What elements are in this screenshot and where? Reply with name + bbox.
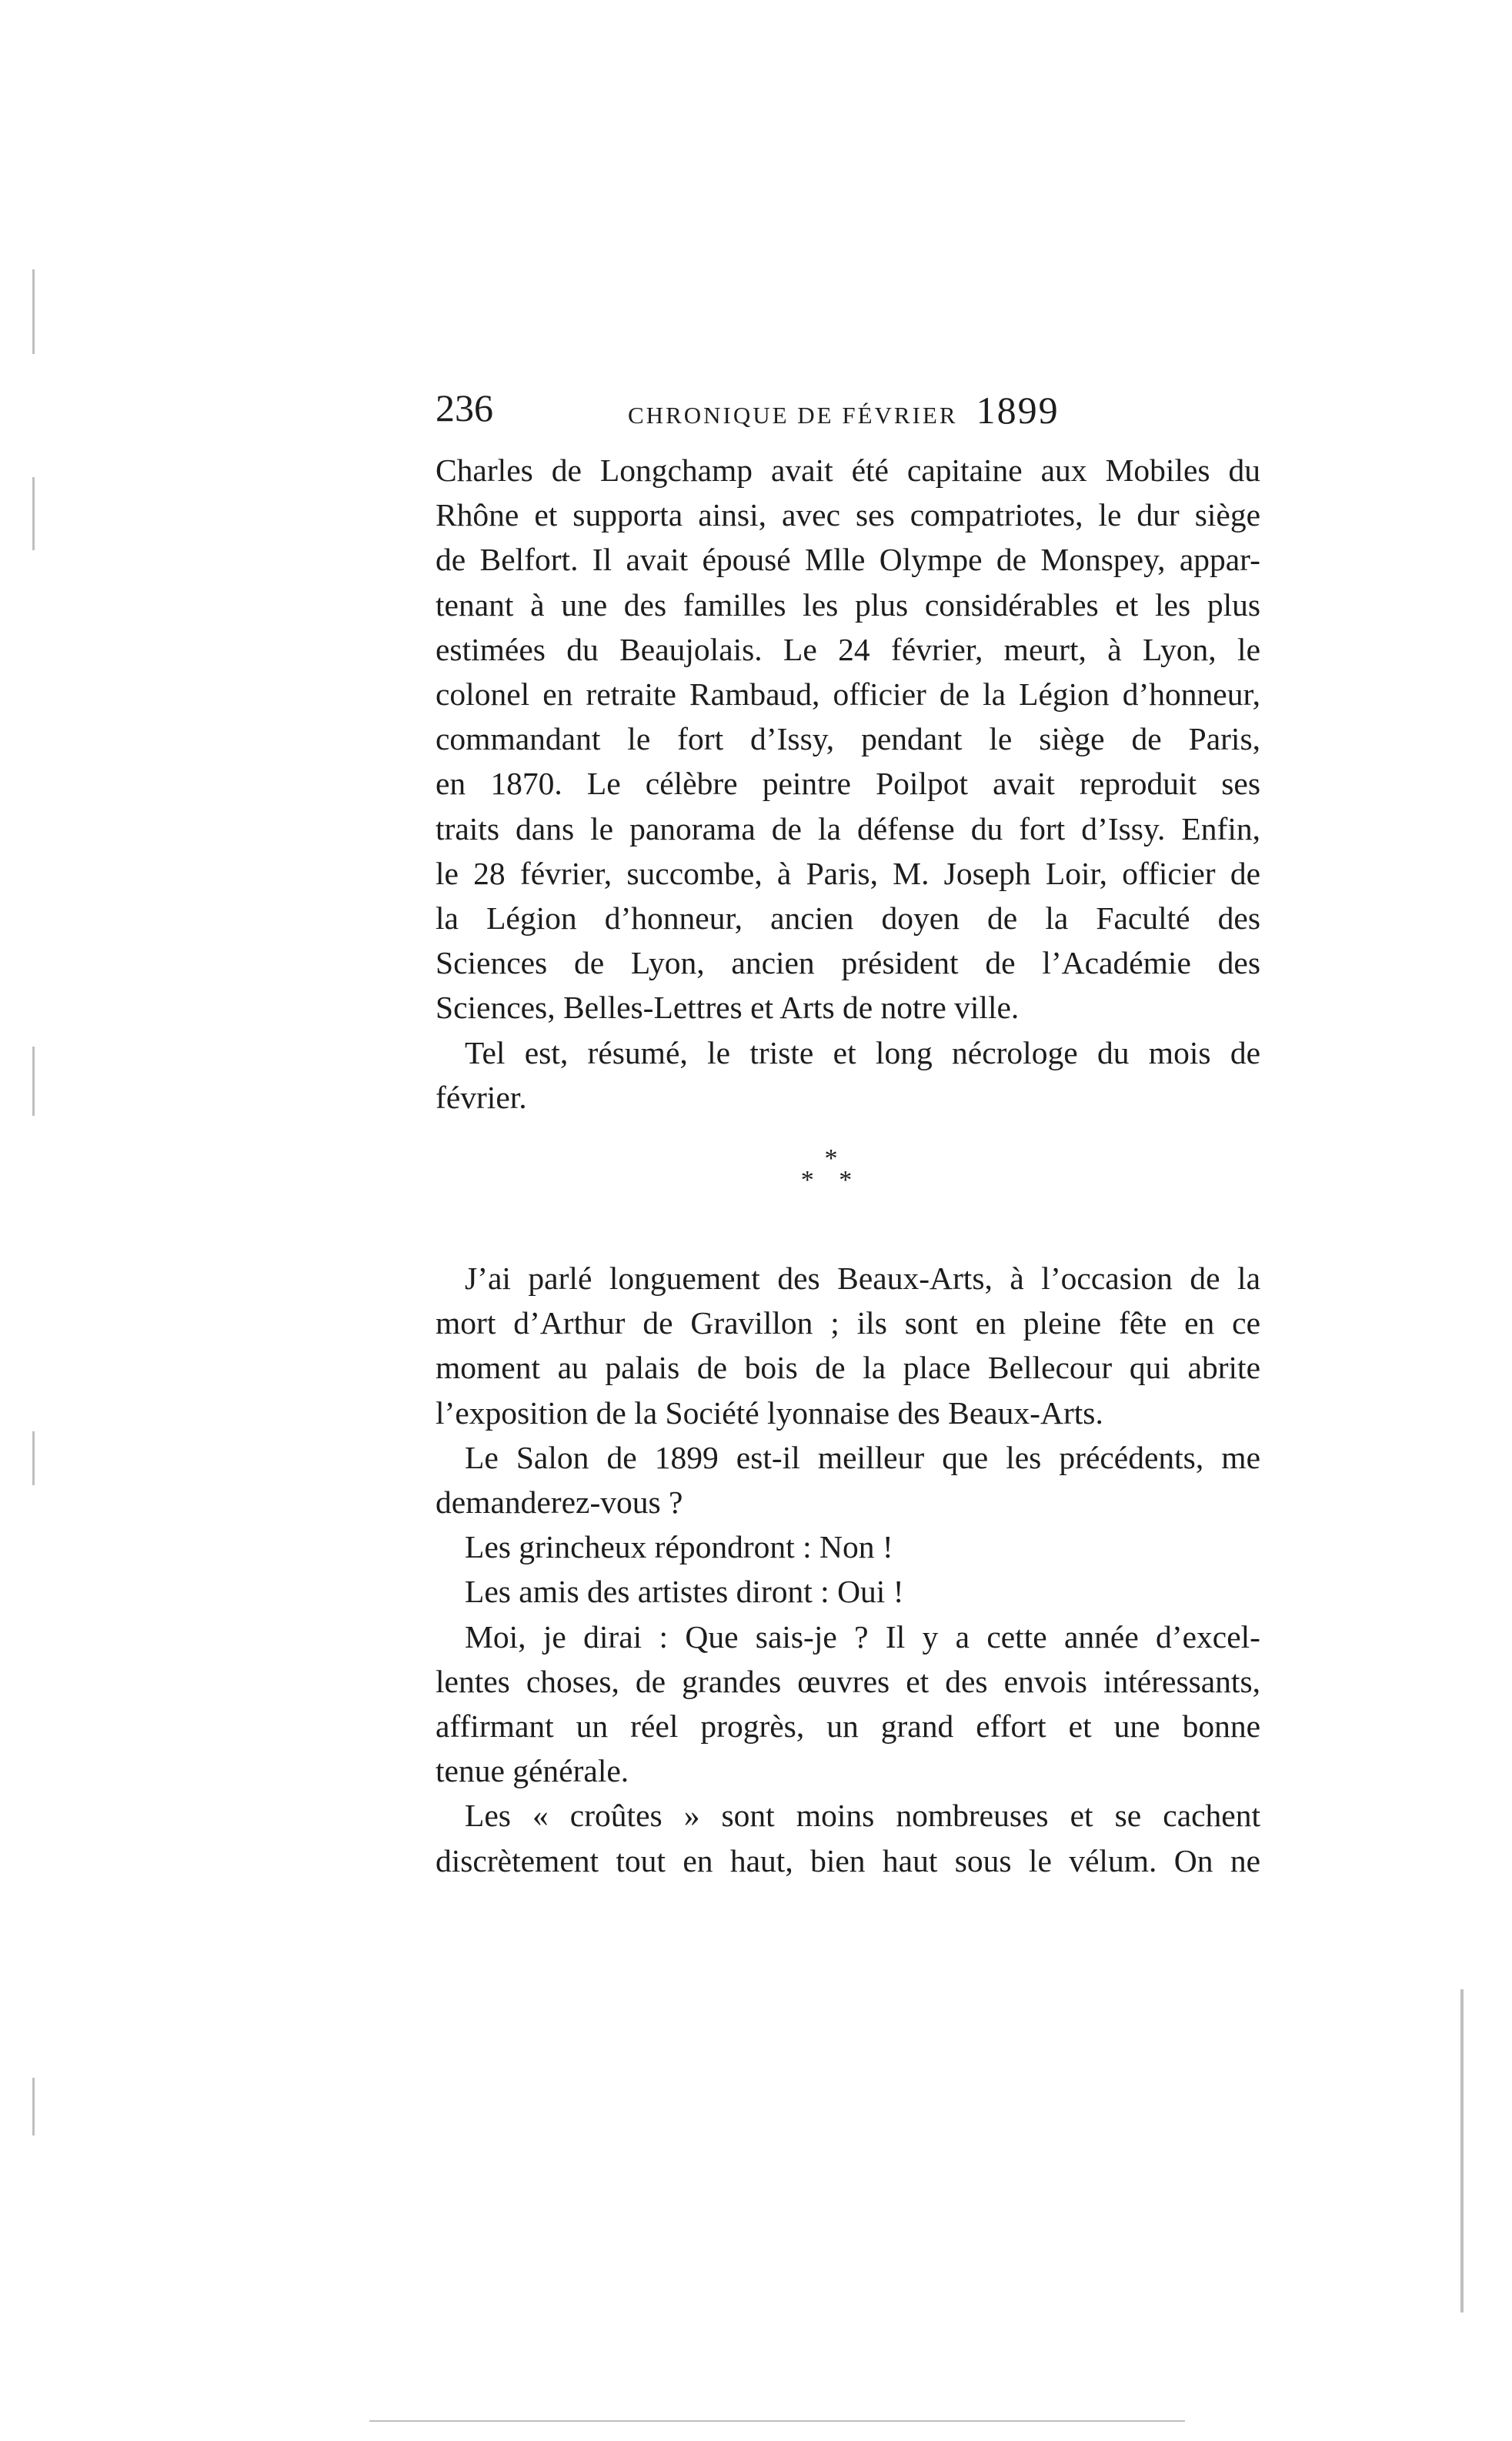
text-line: estimées du Beaujolais. Le 24 février, meurt, à Lyon, le	[436, 631, 1260, 667]
text-line: demanderez-vous ?	[436, 1484, 683, 1521]
text-line: Les amis des artistes diront : Oui !	[465, 1574, 904, 1610]
text-line: tenant à une des familles les plus considérables et les plus	[436, 586, 1260, 623]
text-line: colonel en retraite Rambaud, officier de la Légion d’honneur,	[436, 676, 1260, 713]
text-line: J’ai parlé longuement des Beaux-Arts, à l’occasion de la	[465, 1261, 1260, 1296]
paragraph-obituaries	[436, 448, 1260, 1030]
running-head	[628, 391, 1060, 435]
text-line: traits dans le panorama de la défense du fort d’Issy. Enfin,	[436, 810, 1260, 847]
text-line: mort d’Arthur de Gravillon ; ils sont en pleine fête en ce	[436, 1305, 1260, 1341]
text-block-upper	[436, 448, 1260, 1120]
paragraph-beaux-arts	[436, 1256, 1260, 1435]
text-line: lentes choses, de grandes œuvres et des envois intéressants,	[436, 1663, 1260, 1699]
text-line: tenue générale.	[436, 1753, 629, 1789]
text-line: Moi, je dirai : Que sais-je ? Il y a cette année d’excel-	[465, 1618, 1260, 1655]
separator-stars-bottom: * *	[800, 1166, 862, 1194]
separator-star-top: *	[824, 1144, 838, 1173]
left-margin-scan-mark-4	[32, 1431, 35, 1485]
text-line: l’exposition de la Société lyonnaise des Beaux-Arts.	[436, 1394, 1103, 1431]
left-margin-scan-mark-3	[32, 1047, 35, 1116]
page-header	[436, 385, 1260, 439]
text-line: Les grincheux répondront : Non !	[465, 1529, 893, 1565]
text-line: affirmant un réel progrès, un grand effort et une bonne	[436, 1708, 1260, 1745]
left-margin-scan-mark-1	[32, 269, 35, 354]
bottom-scan-mark	[369, 2420, 1185, 2422]
paragraph-author-opinion	[436, 1615, 1260, 1794]
text-line: de Belfort. Il avait épousé Mlle Olympe de Monspey, appar-	[436, 542, 1260, 578]
paragraph-croutes	[436, 1793, 1260, 1882]
left-margin-scan-mark-5	[32, 2078, 35, 2135]
text-line: Les « croûtes » sont moins nombreuses et se cachent	[465, 1798, 1260, 1834]
text-line: Tel est, résumé, le triste et long nécrologe du mois de	[465, 1034, 1260, 1070]
page-number: 236	[436, 386, 493, 429]
text-line: Sciences de Lyon, ancien président de l’Académie des	[436, 945, 1260, 981]
text-line: moment au palais de bois de la place Bellecour qui abrite	[436, 1350, 1260, 1386]
paragraph-necrology-summary	[436, 1030, 1260, 1120]
text-line: en 1870. Le célèbre peintre Poilpot avait reproduit ses	[436, 766, 1260, 802]
running-head-year: 1899	[976, 389, 1060, 432]
text-line: commandant le fort d’Issy, pendant le siège de Paris,	[436, 721, 1260, 757]
text-line: le 28 février, succombe, à Paris, M. Joseph Loir, officier de	[436, 855, 1260, 891]
paragraph-friends	[436, 1569, 1260, 1614]
text-line: Le Salon de 1899 est-il meilleur que les précédents, me	[465, 1439, 1260, 1475]
text-line: Sciences, Belles-Lettres et Arts de notre ville.	[436, 990, 1020, 1026]
section-separator-asterism	[793, 1144, 869, 1194]
paragraph-grumblers	[436, 1524, 1260, 1569]
text-line: la Légion d’honneur, ancien doyen de la Faculté des	[436, 900, 1260, 937]
left-margin-scan-mark-2	[32, 477, 35, 550]
text-line: Charles de Longchamp avait été capitaine aux Mobiles du	[436, 452, 1260, 488]
text-block-lower	[436, 1256, 1260, 1883]
text-line: Rhône et supporta ainsi, avec ses compatriotes, le dur siège	[436, 497, 1260, 533]
right-margin-scan-mark	[1460, 1989, 1464, 2312]
paragraph-salon-question	[436, 1435, 1260, 1524]
running-head-title: CHRONIQUE DE FÉVRIER	[628, 402, 958, 429]
text-line: discrètement tout en haut, bien haut sous le vélum. On ne	[436, 1842, 1260, 1878]
text-line: février.	[436, 1079, 527, 1115]
